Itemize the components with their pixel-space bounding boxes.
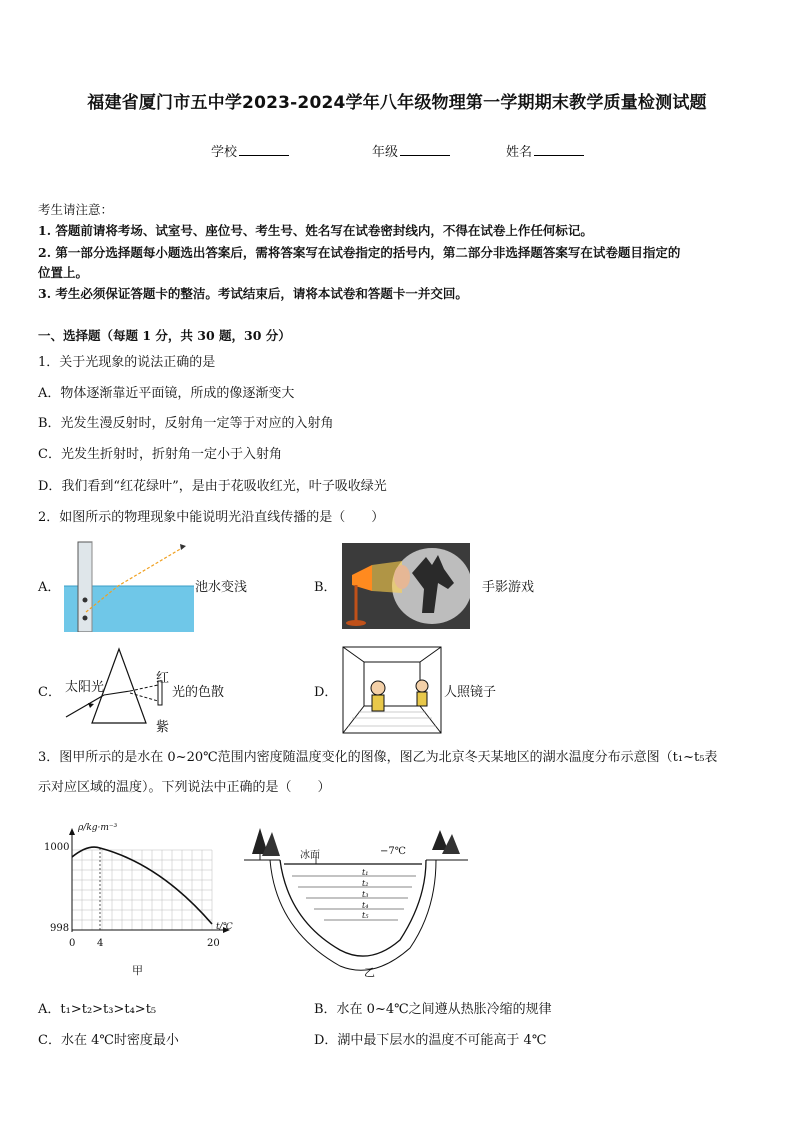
q3-option-a: A．t₁>t₂>t₃>t₄>t₅ bbox=[38, 1002, 157, 1017]
graph-x-20: 20 bbox=[207, 938, 220, 949]
temperature-label: −7℃ bbox=[380, 846, 406, 857]
school-label: 学校 bbox=[211, 145, 238, 160]
lake-diagram bbox=[240, 820, 470, 980]
lake-caption: 乙 bbox=[364, 966, 375, 979]
level-t3: t₃ bbox=[362, 890, 369, 899]
q2-option-a-caption: 池水变浅 bbox=[195, 580, 248, 595]
q1-stem: 1．关于光现象的说法正确的是 bbox=[38, 355, 216, 370]
q1-option-b: B．光发生漫反射时，反射角一定等于对应的入射角 bbox=[38, 416, 334, 431]
q2-option-b-caption: 手影游戏 bbox=[482, 580, 535, 595]
grade-blank[interactable] bbox=[400, 143, 450, 156]
q3-option-b: B．水在 0~4℃之间遵从热胀冷缩的规律 bbox=[314, 1002, 552, 1017]
pool-image bbox=[64, 540, 194, 632]
graph-ylabel: ρ/kg·m⁻³ bbox=[78, 823, 118, 833]
red-label: 红 bbox=[156, 671, 170, 686]
notice-heading: 考生请注意： bbox=[38, 202, 114, 217]
name-field[interactable] bbox=[506, 141, 584, 160]
q2-option-c-letter: C． bbox=[38, 685, 61, 700]
graph-xlabel: t/℃ bbox=[216, 922, 233, 932]
notice-item-1: 1. 答题前请将考场、试室号、座位号、考生号、姓名写在试卷密封线内，不得在试卷上作任何标记。 bbox=[38, 223, 593, 238]
notice-item-3: 3. 考生必须保证答题卡的整洁。考试结束后，请将本试卷和答题卡一并交回。 bbox=[38, 286, 468, 301]
violet-label: 紫 bbox=[156, 720, 170, 735]
q1-option-a: A．物体逐渐靠近平面镜，所成的像逐渐变大 bbox=[38, 386, 295, 401]
density-graph bbox=[40, 820, 240, 980]
level-t1: t₁ bbox=[362, 868, 369, 877]
section-heading: 一、选择题（每题 1 分，共 30 题，30 分） bbox=[38, 328, 291, 343]
graph-caption: 甲 bbox=[132, 964, 143, 977]
level-t2: t₂ bbox=[362, 879, 369, 888]
q2-stem: 2．如图所示的物理现象中能说明光沿直线传播的是（ ） bbox=[38, 510, 385, 525]
level-t5: t₅ bbox=[362, 911, 369, 920]
mirror-image bbox=[342, 646, 442, 734]
q1-option-c: C．光发生折射时，折射角一定小于入射角 bbox=[38, 447, 282, 462]
q3-stem-2: 示对应区域的温度）。下列说法中正确的是（ ） bbox=[38, 780, 331, 795]
hand-shadow-image bbox=[342, 543, 470, 629]
name-label: 姓名 bbox=[506, 145, 533, 160]
graph-x-4: 4 bbox=[97, 938, 104, 949]
school-field[interactable] bbox=[211, 141, 289, 160]
q2-option-a-letter: A． bbox=[38, 580, 61, 595]
graph-y-998: 998 bbox=[50, 923, 70, 934]
q2-option-c-caption: 光的色散 bbox=[172, 685, 225, 700]
ice-label: 冰面 bbox=[300, 850, 320, 861]
q3-option-c: C．水在 4℃时密度最小 bbox=[38, 1033, 179, 1048]
grade-label: 年级 bbox=[372, 145, 399, 160]
school-blank[interactable] bbox=[239, 143, 289, 156]
notice-item-2-cont: 位置上。 bbox=[38, 265, 89, 280]
q3-stem-1: 3．图甲所示的是水在 0~20℃范围内密度随温度变化的图像，图乙为北京冬天某地区的湖水温度分布示意图（t₁~t₅表 bbox=[38, 750, 718, 765]
page-title: 福建省厦门市五中学2023-2024学年八年级物理第一学期期末教学质量检测试题 bbox=[87, 93, 707, 113]
q2-option-d-letter: D． bbox=[314, 685, 338, 700]
q2-option-d-caption: 人照镜子 bbox=[444, 685, 497, 700]
graph-y-1000: 1000 bbox=[44, 842, 70, 853]
graph-x-0: 0 bbox=[69, 938, 76, 949]
level-t4: t₄ bbox=[362, 901, 369, 910]
name-blank[interactable] bbox=[534, 143, 584, 156]
sunlight-label: 太阳光 bbox=[65, 680, 105, 695]
q3-option-d: D．湖中最下层水的温度不可能高于 4℃ bbox=[314, 1033, 547, 1048]
q2-option-b-letter: B． bbox=[314, 580, 337, 595]
notice-item-2: 2. 第一部分选择题每小题选出答案后，需将答案写在试卷指定的括号内，第二部分非选择题答案写在试卷题目指定的 bbox=[38, 245, 681, 260]
grade-field[interactable] bbox=[372, 141, 450, 160]
q1-option-d: D．我们看到“红花绿叶”，是由于花吸收红光，叶子吸收绿光 bbox=[38, 479, 387, 494]
